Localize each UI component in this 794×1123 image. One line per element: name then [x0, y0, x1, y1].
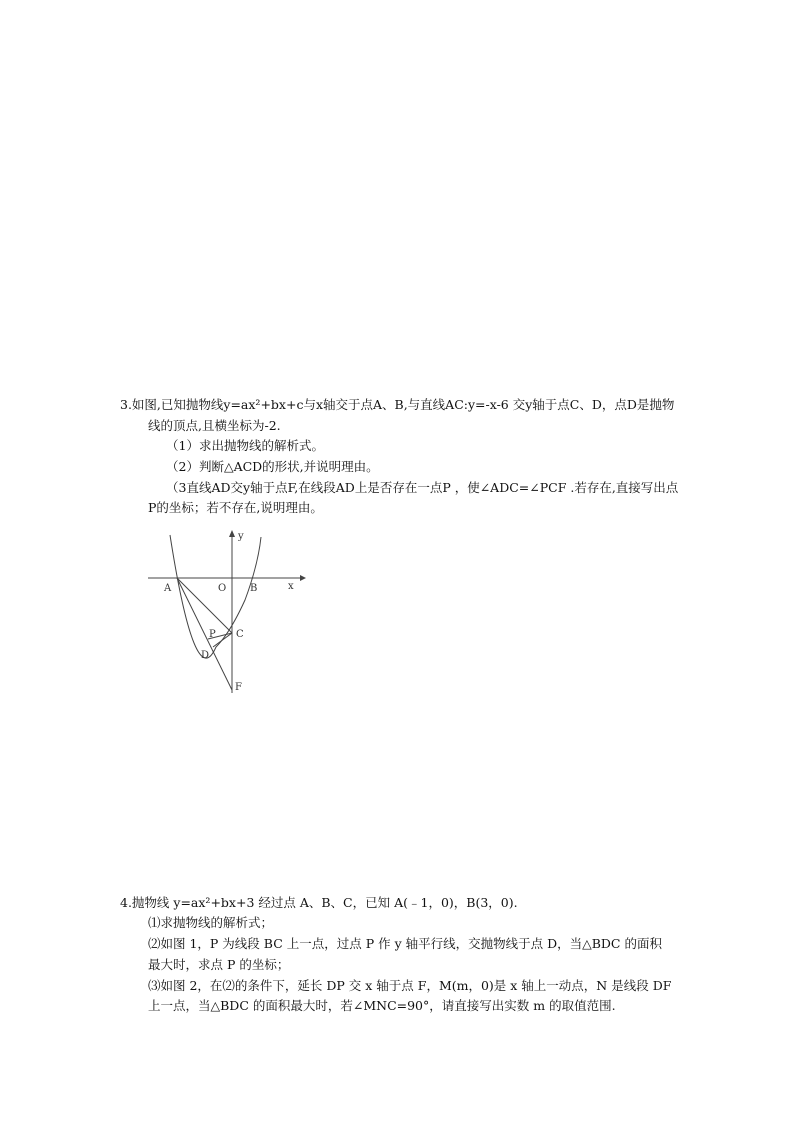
label-p: P [209, 629, 216, 640]
question3-part3-line2: P的坐标；若不存在,说明理由。 [148, 500, 323, 515]
label-a: A [164, 583, 172, 594]
question4-part3-line2: 上一点，当△BDC 的面积最大时，若∠MNC=90°，请直接写出实数 m 的取值范围. [148, 998, 616, 1013]
label-f: F [235, 682, 242, 693]
question3-figure [140, 525, 310, 700]
question4-part2-line2: 最大时，求点 P 的坐标； [148, 957, 290, 972]
question4-part3-line1: ⑶如图 2，在⑵的条件下，延长 DP 交 x 轴于点 F，M(m，0)是 x 轴上一动点，N 是线段 DF [148, 978, 672, 993]
label-x: x [288, 581, 294, 592]
label-y: y [238, 531, 244, 542]
question3-title-line2: 线的顶点,且横坐标为-2. [148, 418, 281, 433]
question4-title: 4.抛物线 y=ax²+bx+3 经过点 A、B、C，已知 A(﹣1，0)，B(3，0). [120, 895, 518, 910]
question3-part1: （1）求出抛物线的解析式。 [166, 438, 324, 453]
question3-title-line1: 3.如图,已知抛物线y=ax²+bx+c与x轴交于点A、B,与直线AC:y=-x-6 交y轴于点C、D，点D是抛物 [120, 397, 675, 412]
label-b: B [250, 583, 258, 594]
line-adf [177, 578, 232, 690]
question4-part1: ⑴求抛物线的解析式； [148, 915, 274, 930]
label-o: O [218, 583, 227, 594]
x-axis-arrow [300, 575, 306, 581]
question3-part3-line1: （3直线AD交y轴于点F,在线段AD上是否存在一点P ，使∠ADC=∠PCF .若存在,直接写出点 [166, 480, 679, 495]
y-axis-arrow [229, 530, 235, 537]
parabola-diagram [140, 525, 310, 700]
question3-part2: （2）判断△ACD的形状,并说明理由。 [166, 459, 379, 474]
label-d: D [201, 650, 210, 661]
label-c: C [236, 629, 244, 640]
question4-part2-line1: ⑵如图 1，P 为线段 BC 上一点，过点 P 作 y 轴平行线，交抛物线于点 D，当△BDC 的面积 [148, 936, 662, 951]
